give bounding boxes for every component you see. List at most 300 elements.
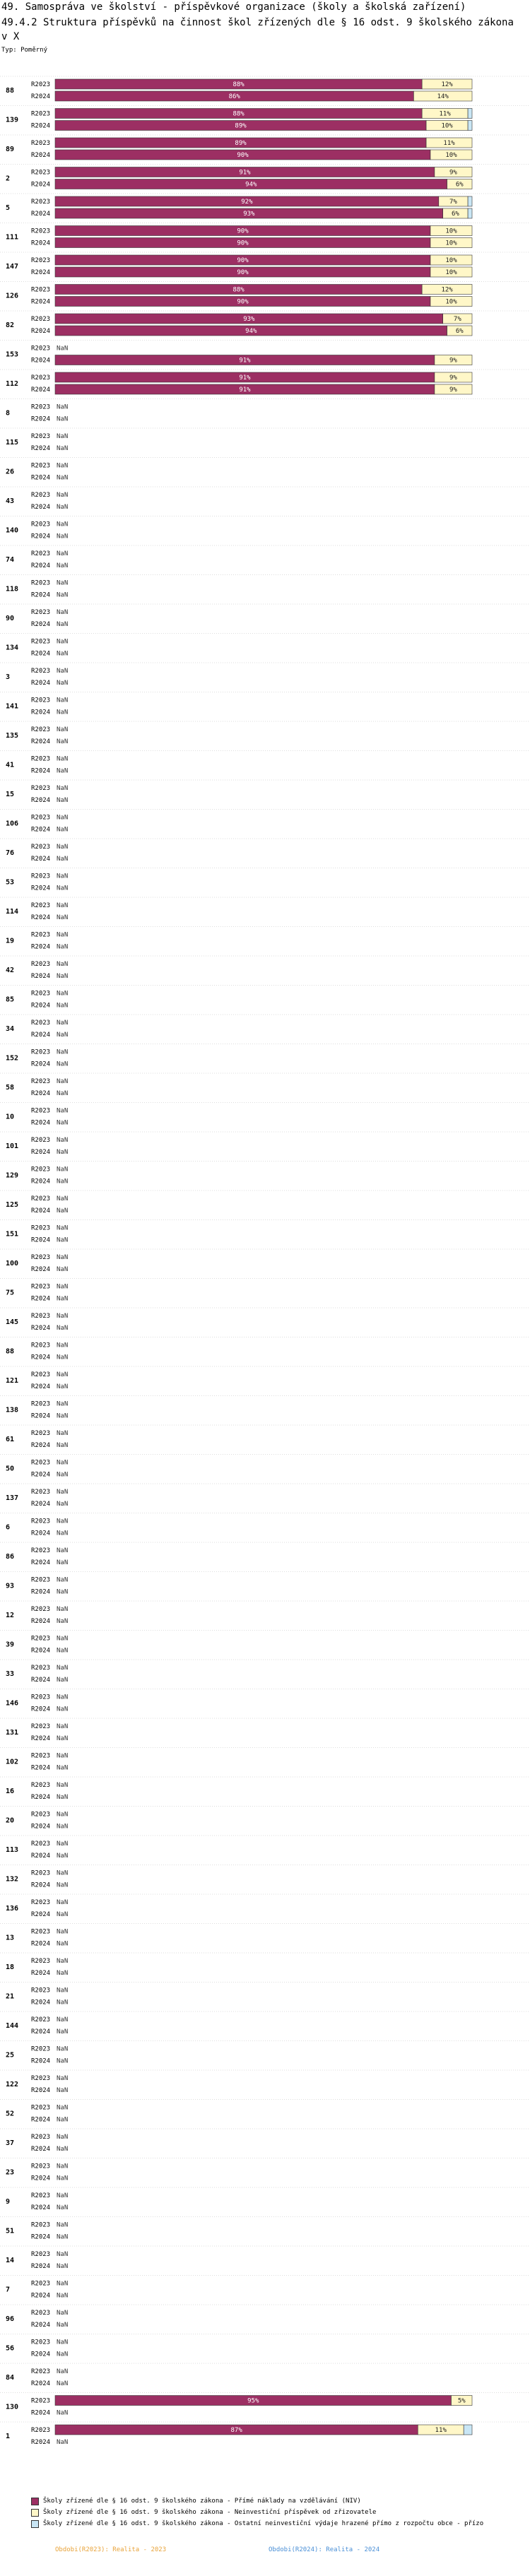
group-label: 113 [6,1846,19,1854]
group-label: 42 [6,967,15,974]
group-label: 145 [6,1318,19,1326]
bar-value-label: 10% [445,240,457,247]
row-label: R2024 [31,1794,51,1801]
legend-label-zrizovatel: Školy zřízené dle § 16 odst. 9 školského zákona - Neinvestiční příspěvek od zřizovatele [43,2509,377,2516]
nan-label: NaN [57,1471,69,1479]
bar-value-label: 10% [445,257,457,264]
nan-label: NaN [57,2175,69,2182]
row-label: R2024 [31,1530,51,1537]
bar-value-label: 93% [243,316,255,323]
row-label: R2023 [31,726,51,733]
nan-label: NaN [57,1383,69,1390]
nan-label: NaN [57,1841,69,1848]
row-label: R2024 [31,1325,51,1332]
chart-type-label: Typ: Poměrný [1,47,48,54]
row-label: R2024 [31,2322,51,2329]
group-label: 76 [6,849,15,857]
nan-label: NaN [57,1254,69,1261]
group-label: 8 [6,409,11,418]
row-label: R2023 [31,961,51,968]
nan-label: NaN [57,1048,69,1056]
nan-label: NaN [57,1430,69,1437]
bar-value-label: 90% [237,257,249,264]
nan-label: NaN [57,1723,69,1730]
row-label: R2024 [31,1354,51,1361]
group-label: 61 [6,1436,15,1443]
nan-label: NaN [57,1999,69,2007]
row-label: R2024 [31,152,51,159]
row-label: R2024 [31,1207,51,1215]
group-label: 90 [6,615,15,622]
group-label: 21 [6,1992,15,2001]
group-label: 93 [6,1582,15,1590]
nan-label: NaN [57,1881,69,1889]
nan-label: NaN [57,1576,69,1584]
group-label: 132 [6,1875,19,1884]
row-label: R2024 [31,738,51,745]
nan-label: NaN [57,885,69,892]
nan-label: NaN [57,1090,69,1097]
row-label: R2023 [31,1430,51,1437]
row-label: R2024 [31,2175,51,2182]
row-label: R2023 [31,2163,51,2170]
group-label: 88 [6,87,15,95]
nan-label: NaN [57,2192,69,2199]
nan-label: NaN [57,2057,69,2065]
bar-value-label: 10% [445,228,457,235]
group-label: 41 [6,761,15,769]
row-label: R2023 [31,1665,51,1672]
group-label: 136 [6,1905,19,1913]
group-label: 115 [6,439,19,447]
nan-label: NaN [57,433,69,440]
bar-value-label: 6% [455,181,464,189]
group-label: 114 [6,908,19,916]
row-label: R2024 [31,650,51,658]
bar-segment-s3 [468,109,472,119]
row-label: R2023 [31,403,51,411]
nan-label: NaN [57,445,69,452]
row-label: R2023 [31,1195,51,1203]
row-label: R2024 [31,298,51,306]
nan-label: NaN [57,2233,69,2241]
bar-value-label: 7% [453,316,461,323]
bar-segment-s3 [468,121,472,131]
row-label: R2024 [31,1559,51,1566]
nan-label: NaN [57,2310,69,2317]
row-label: R2024 [31,1911,51,1918]
nan-label: NaN [57,1547,69,1554]
bar-value-label: 9% [449,357,457,365]
bar-value-label: 90% [237,240,249,247]
nan-label: NaN [57,943,69,951]
row-label: R2023 [31,2368,51,2375]
nan-label: NaN [57,680,69,687]
nan-label: NaN [57,1236,69,1244]
group-label: 26 [6,468,15,476]
row-label: R2024 [31,914,51,921]
nan-label: NaN [57,2322,69,2329]
row-label: R2024 [31,709,51,716]
group-label: 6 [6,1523,11,1532]
row-label: R2023 [31,140,51,147]
row-label: R2023 [31,2221,51,2229]
group-label: 111 [6,233,19,242]
row-label: R2024 [31,1735,51,1742]
nan-label: NaN [57,1928,69,1936]
row-label: R2023 [31,785,51,792]
nan-label: NaN [57,1400,69,1408]
group-label: 14 [6,2257,15,2264]
group-label: 15 [6,791,15,798]
group-label: 134 [6,644,19,652]
row-label: R2024 [31,1823,51,1831]
row-label: R2023 [31,1459,51,1467]
nan-label: NaN [57,1266,69,1273]
row-label: R2023 [31,1254,51,1261]
row-label: R2023 [31,668,51,675]
nan-label: NaN [57,1782,69,1789]
row-label: R2023 [31,873,51,880]
row-label: R2023 [31,990,51,998]
row-label: R2024 [31,2292,51,2300]
nan-label: NaN [57,1325,69,1332]
nan-label: NaN [57,609,69,616]
row-label: R2024 [31,680,51,687]
row-label: R2023 [31,199,51,206]
nan-label: NaN [57,1032,69,1039]
nan-label: NaN [57,1107,69,1115]
group-label: 16 [6,1788,15,1795]
nan-label: NaN [57,650,69,658]
row-label: R2024 [31,504,51,511]
row-label: R2024 [31,1032,51,1039]
nan-label: NaN [57,492,69,499]
row-label: R2024 [31,767,51,775]
bar-value-label: 9% [449,374,457,382]
row-label: R2024 [31,1002,51,1010]
nan-label: NaN [57,1735,69,1742]
nan-label: NaN [57,1853,69,1860]
nan-label: NaN [57,1224,69,1232]
nan-label: NaN [57,914,69,921]
row-label: R2023 [31,755,51,763]
footer-period-2024: Obdobi(R2024): Realita - 2024 [269,2546,380,2553]
group-label: 12 [6,1612,15,1619]
row-label: R2024 [31,1090,51,1097]
nan-label: NaN [57,668,69,675]
row-label: R2023 [31,2016,51,2023]
row-label: R2024 [31,1295,51,1303]
nan-label: NaN [57,1588,69,1596]
bar-value-label: 88% [232,110,245,118]
row-label: R2024 [31,562,51,569]
row-label: R2024 [31,1119,51,1127]
row-label: R2023 [31,1547,51,1554]
nan-label: NaN [57,1559,69,1566]
group-label: 23 [6,2168,15,2177]
row-label: R2024 [31,211,51,218]
bar-value-label: 91% [239,386,251,394]
row-label: R2024 [31,357,51,365]
nan-label: NaN [57,2016,69,2023]
row-label: R2023 [31,374,51,382]
nan-label: NaN [57,2368,69,2375]
nan-label: NaN [57,1442,69,1449]
bar-value-label: 12% [441,81,453,88]
row-label: R2024 [31,1999,51,2007]
row-label: R2023 [31,1166,51,1174]
nan-label: NaN [57,2087,69,2094]
bar-value-label: 95% [247,2397,259,2405]
group-label: 9 [6,2198,11,2206]
group-label: 51 [6,2227,15,2235]
nan-label: NaN [57,755,69,763]
group-label: 43 [6,497,15,505]
nan-label: NaN [57,1811,69,1819]
bar-value-label: 94% [245,181,257,189]
chart-title: 49. Samospráva ve školství - příspěvkové organizace (školy a školská zařízení) [1,1,466,13]
nan-label: NaN [57,1149,69,1156]
row-label: R2023 [31,1313,51,1320]
bar-value-label: 11% [443,140,455,147]
row-label: R2023 [31,228,51,235]
bar-value-label: 5% [457,2397,466,2405]
row-label: R2023 [31,2339,51,2346]
nan-label: NaN [57,2439,69,2446]
nan-label: NaN [57,1501,69,1508]
nan-label: NaN [57,1706,69,1713]
nan-label: NaN [57,1530,69,1537]
nan-label: NaN [57,767,69,775]
row-label: R2023 [31,931,51,939]
nan-label: NaN [57,873,69,880]
row-label: R2023 [31,2280,51,2288]
row-label: R2024 [31,1501,51,1508]
row-label: R2023 [31,1489,51,1496]
nan-label: NaN [57,2409,69,2417]
bar-value-label: 89% [235,122,247,130]
bar-value-label: 90% [237,152,249,159]
row-label: R2024 [31,2028,51,2036]
row-label: R2023 [31,286,51,294]
nan-label: NaN [57,403,69,411]
nan-label: NaN [57,826,69,834]
row-label: R2024 [31,1471,51,1479]
group-label: 18 [6,1963,15,1971]
bar-segment-s3 [468,196,472,206]
row-label: R2023 [31,1694,51,1701]
row-label: R2024 [31,1266,51,1273]
row-label: R2024 [31,1412,51,1420]
row-label: R2023 [31,2134,51,2141]
row-label: R2023 [31,1841,51,1848]
nan-label: NaN [57,709,69,716]
legend-label-ostatni: Školy zřízené dle § 16 odst. 9 školského zákona - Ostatní neinvestiční výdaje hrazené přímo z rozpočtu obce - přízo [43,2520,484,2527]
chart-subtitle: 49.4.2 Struktura příspěvků na činnost škol zřízených dle § 16 odst. 9 školského zákona v X [1,17,514,42]
nan-label: NaN [57,2221,69,2229]
group-label: 85 [6,995,15,1004]
nan-label: NaN [57,856,69,863]
row-label: R2023 [31,1400,51,1408]
row-label: R2024 [31,2351,51,2358]
bar-value-label: 90% [237,298,249,306]
nan-label: NaN [57,1119,69,1127]
group-label: 25 [6,2051,15,2060]
group-label: 3 [6,673,11,681]
nan-label: NaN [57,1987,69,1995]
group-label: 137 [6,1494,19,1502]
nan-label: NaN [57,1078,69,1085]
group-label: 125 [6,1201,19,1209]
bar-value-label: 12% [441,286,453,294]
group-label: 144 [6,2022,19,2030]
nan-label: NaN [57,726,69,733]
bar-value-label: 86% [228,93,240,100]
group-label: 131 [6,1729,19,1737]
row-label: R2023 [31,1283,51,1291]
group-label: 52 [6,2110,15,2118]
group-label: 153 [6,350,19,359]
row-label: R2024 [31,1764,51,1772]
nan-label: NaN [57,1060,69,1068]
group-label: 147 [6,263,19,271]
group-label: 19 [6,937,15,945]
group-label: 139 [6,116,19,124]
legend-swatch-ostatni [31,2520,39,2528]
group-label: 33 [6,1670,15,1678]
bar-value-label: 10% [441,122,453,130]
bar-value-label: 87% [230,2427,242,2434]
row-label: R2024 [31,621,51,628]
bar-value-label: 93% [243,211,255,218]
row-label: R2023 [31,257,51,264]
group-label: 138 [6,1406,19,1414]
row-label: R2024 [31,474,51,482]
nan-label: NaN [57,1313,69,1320]
nan-label: NaN [57,1459,69,1467]
legend-swatch-niv [31,2498,39,2505]
nan-label: NaN [57,2204,69,2211]
nan-label: NaN [57,2104,69,2112]
group-label: 74 [6,556,15,564]
row-label: R2024 [31,386,51,394]
nan-label: NaN [57,1752,69,1760]
group-label: 89 [6,146,15,153]
group-label: 10 [6,1113,15,1121]
row-label: R2024 [31,2087,51,2094]
group-label: 102 [6,1758,19,1766]
nan-label: NaN [57,1178,69,1186]
legend-label-niv: Školy zřízené dle § 16 odst. 9 školského zákona - Přímé náklady na vzdělávání (NIV) [43,2498,361,2505]
nan-label: NaN [57,2045,69,2053]
row-label: R2023 [31,2192,51,2199]
nan-label: NaN [57,2146,69,2153]
row-label: R2024 [31,797,51,804]
row-label: R2024 [31,973,51,980]
nan-label: NaN [57,990,69,998]
nan-label: NaN [57,1166,69,1174]
row-label: R2024 [31,1881,51,1889]
nan-label: NaN [57,1764,69,1772]
row-label: R2024 [31,1677,51,1684]
row-label: R2024 [31,2057,51,2065]
legend-item-niv [31,2495,483,2507]
bar-value-label: 10% [445,298,457,306]
row-label: R2023 [31,1635,51,1643]
row-label: R2023 [31,1576,51,1584]
group-label: 106 [6,820,19,828]
row-label: R2024 [31,181,51,189]
row-label: R2023 [31,492,51,499]
row-label: R2023 [31,1811,51,1819]
row-label: R2024 [31,1383,51,1390]
bar-value-label: 14% [437,93,449,100]
group-label: 146 [6,1699,19,1708]
nan-label: NaN [57,1794,69,1801]
nan-label: NaN [57,2263,69,2270]
bar-value-label: 91% [239,374,251,382]
group-label: 130 [6,2403,19,2411]
row-label: R2023 [31,1371,51,1378]
row-label: R2023 [31,110,51,118]
group-label: 1 [6,2433,11,2440]
row-label: R2023 [31,1782,51,1789]
group-label: 7 [6,2286,11,2294]
row-label: R2024 [31,2116,51,2124]
row-label: R2023 [31,2045,51,2053]
row-label: R2024 [31,856,51,863]
group-label: 118 [6,585,19,593]
nan-label: NaN [57,415,69,423]
nan-label: NaN [57,1869,69,1877]
row-label: R2024 [31,1588,51,1596]
nan-label: NaN [57,1195,69,1203]
nan-label: NaN [57,1677,69,1684]
bar-value-label: 88% [232,81,245,88]
nan-label: NaN [57,1899,69,1906]
group-label: 53 [6,878,15,887]
legend-swatch-zrizovatel [31,2509,39,2517]
row-label: R2023 [31,638,51,646]
bar-segment-s3 [468,208,472,218]
row-label: R2023 [31,433,51,440]
legend-item-zrizovatel [31,2507,483,2518]
row-label: R2023 [31,2075,51,2082]
row-label: R2024 [31,533,51,540]
bar-value-label: 94% [245,328,257,335]
bar-value-label: 9% [449,169,457,177]
row-label: R2023 [31,2397,51,2405]
row-label: R2023 [31,1137,51,1144]
group-label: 126 [6,292,19,300]
row-label: R2023 [31,1342,51,1349]
nan-label: NaN [57,521,69,528]
group-label: 86 [6,1553,15,1561]
bar-value-label: 11% [439,110,451,118]
row-label: R2023 [31,697,51,704]
row-label: R2024 [31,1618,51,1625]
row-label: R2023 [31,1958,51,1965]
nan-label: NaN [57,1940,69,1948]
row-label: R2023 [31,1224,51,1232]
bar-value-label: 10% [445,269,457,276]
row-label: R2024 [31,2439,51,2446]
row-label: R2023 [31,1928,51,1936]
nan-label: NaN [57,504,69,511]
group-label: 37 [6,2139,15,2147]
row-label: R2024 [31,2263,51,2270]
